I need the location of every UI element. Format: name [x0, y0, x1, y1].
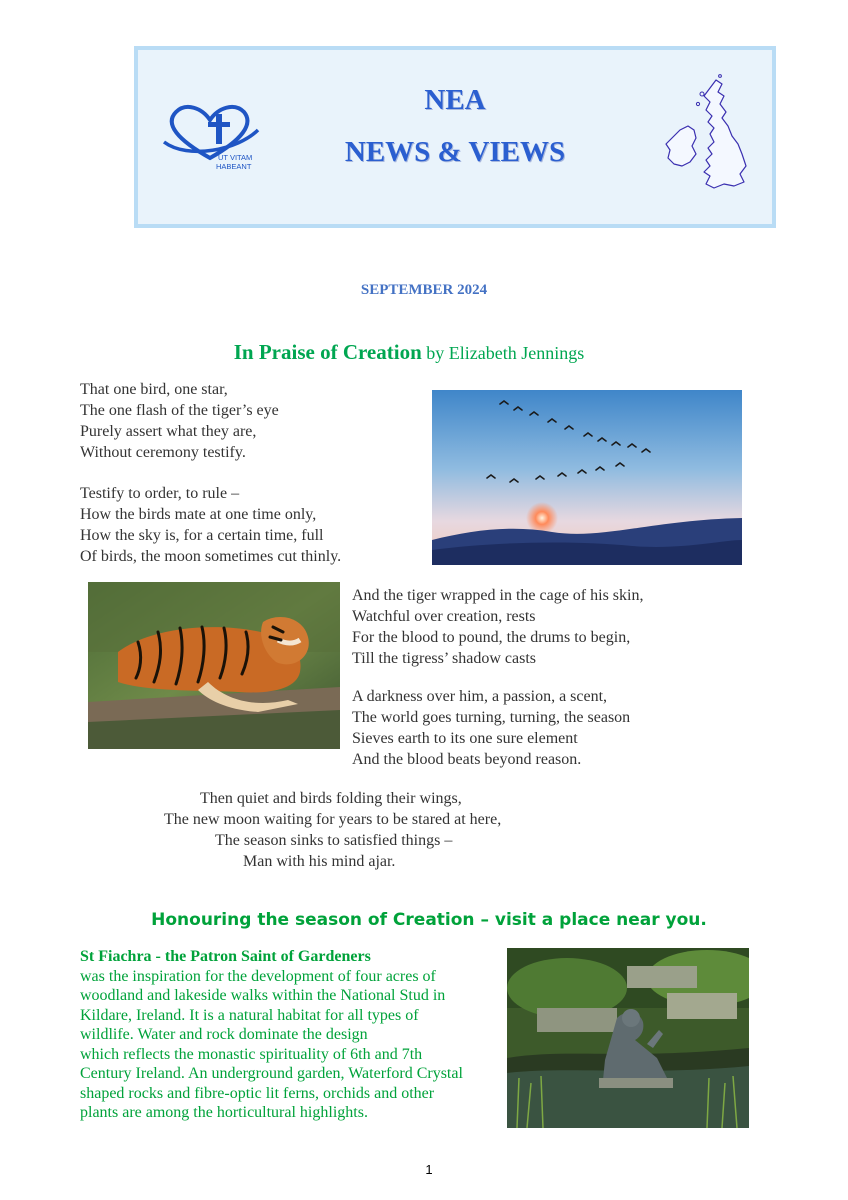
newsletter-title-line2: NEWS & VIEWS — [344, 136, 566, 168]
poem-line: The one flash of the tiger’s eye — [80, 402, 279, 419]
poem-line: A darkness over him, a passion, a scent, — [352, 688, 608, 705]
poem-line: Of birds, the moon sometimes cut thinly. — [80, 548, 342, 565]
poem-title: In Praise of Creation — [233, 340, 422, 364]
article-line: Kildare, Ireland. It is a natural habitat for all types of — [80, 1006, 419, 1024]
poem-heading — [0, 340, 818, 365]
poem-line: Purely assert what they are, — [80, 423, 257, 440]
poem-line: How the sky is, for a certain time, full — [80, 527, 324, 544]
newsletter-title-line1: NEA — [424, 84, 486, 116]
geese-flying-at-sunset-image — [432, 390, 742, 565]
poem-line: For the blood to pound, the drums to begin, — [352, 629, 631, 646]
poem-line: The new moon waiting for years to be stared at here, — [164, 811, 502, 828]
poem-line: The season sinks to satisfied things – — [215, 832, 453, 849]
poem-line: Sieves earth to its one sure element — [352, 730, 578, 747]
poem-line: That one bird, one star, — [80, 381, 228, 398]
poem-stanza-1 — [80, 379, 279, 463]
british-isles-map-icon — [658, 74, 754, 198]
poem-line: And the tiger wrapped in the cage of his skin, — [352, 587, 644, 604]
poem-stanza-2 — [80, 483, 341, 567]
poem-stanza-3 — [352, 585, 643, 669]
article-line: shaped rocks and fibre-optic lit ferns, orchids and other — [80, 1084, 435, 1102]
poem-line: Man with his mind ajar. — [243, 853, 396, 870]
poem-line: Till the tigress’ shadow casts — [352, 650, 536, 667]
article-title: St Fiachra - the Patron Saint of Gardeners — [80, 948, 371, 965]
poem-line: Without ceremony testify. — [80, 444, 246, 461]
issue-date: SEPTEMBER 2024 — [360, 282, 488, 298]
tiger-on-log-image — [88, 582, 340, 749]
logo-motto-line2: HABEANT — [216, 162, 252, 171]
article-line: woodland and lakeside walks within the National Stud in — [80, 987, 446, 1004]
logo-motto-line1: UT VITAM — [218, 153, 253, 162]
header-banner — [134, 46, 776, 228]
poem-line: Testify to order, to rule – — [80, 485, 240, 502]
article-line: Century Ireland. An underground garden, Waterford Crystal — [80, 1065, 463, 1082]
st-fiachra-garden-statue-image — [507, 948, 749, 1128]
section-heading: Honouring the season of Creation – visit a place near you. — [151, 910, 707, 930]
article-line: which reflects the monastic spirituality of 6th and 7th — [80, 1045, 423, 1063]
poem-stanza-4 — [352, 686, 630, 770]
poem-byline: by Elizabeth Jennings — [421, 343, 585, 363]
article-st-fiachra — [80, 947, 500, 1123]
poem-line: The world goes turning, turning, the season — [352, 709, 631, 726]
article-line: was the inspiration for the development of four acres of — [80, 967, 436, 985]
poem-line: And the blood beats beyond reason. — [352, 751, 582, 768]
poem-line: How the birds mate at one time only, — [80, 506, 317, 523]
poem-line: Watchful over creation, rests — [352, 608, 536, 625]
page-number: 1 — [425, 1162, 433, 1177]
poem-line: Then quiet and birds folding their wings, — [200, 790, 462, 807]
article-line: plants are among the horticultural highlights. — [80, 1104, 368, 1121]
article-line: wildlife. Water and rock dominate the design — [80, 1026, 368, 1043]
